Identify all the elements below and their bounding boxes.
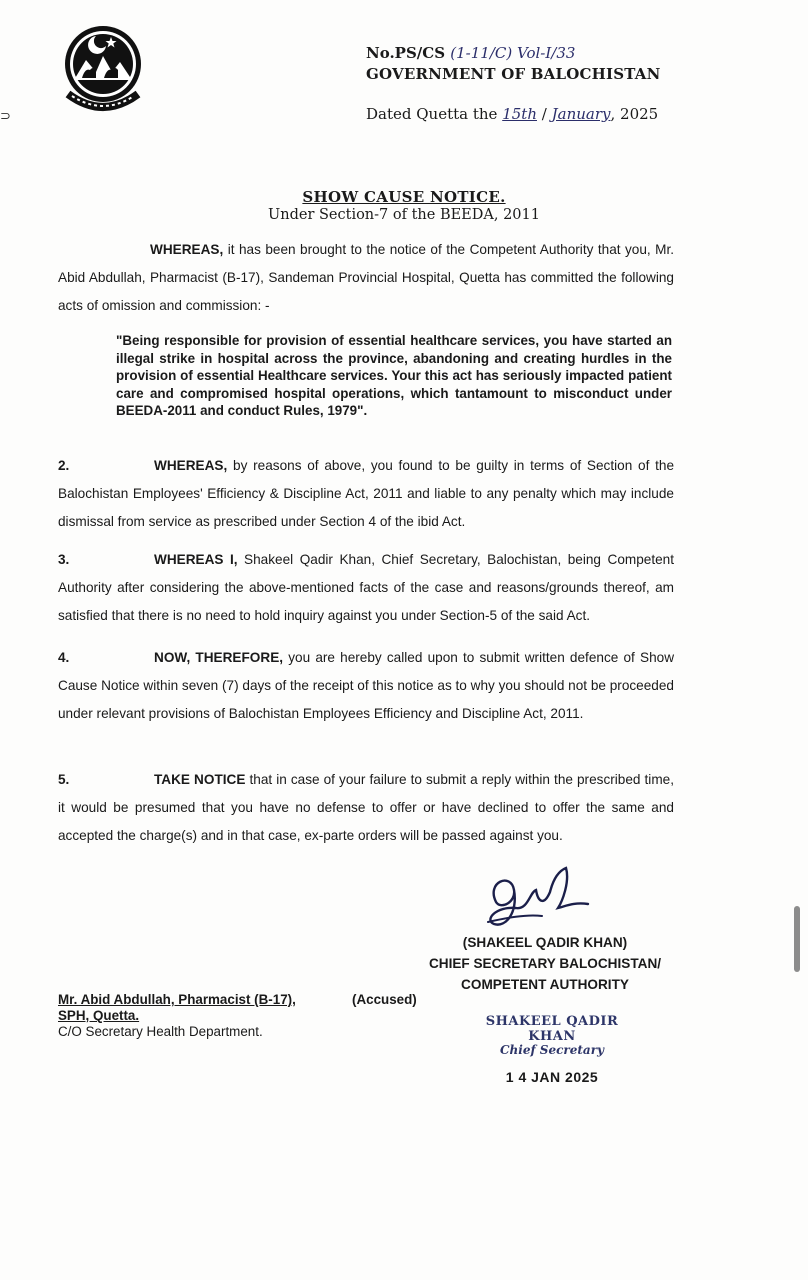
reference-handwritten: (1-11/C) Vol-I/33 bbox=[450, 44, 576, 62]
stamp-name: SHAKEEL QADIR KHAN bbox=[485, 1014, 619, 1044]
paragraph-3-text: Shakeel Qadir Khan, Chief Secretary, Balochistan, being Competent Authority after considering the above-mentioned facts of the case and reasons/grounds thereof, am satisfied that there is no need to hold inquiry against you under Section-5 of the said Act. bbox=[58, 552, 674, 623]
paragraph-5-number: 5. bbox=[58, 772, 70, 787]
paragraph-2-lead: WHEREAS, bbox=[154, 458, 228, 473]
addressee-care-of: C/O Secretary Health Department. bbox=[58, 1024, 263, 1039]
addressee-place: SPH, Quetta. bbox=[58, 1008, 140, 1023]
paragraph-1-text: it has been brought to the notice of the Competent Authority that you, Mr. Abid Abdullah, Pharmacist (B-17), Sandeman Provincial Hospital, Quetta has committed the following acts of omission and commission: - bbox=[58, 242, 674, 313]
paragraph-2-text: by reasons of above, you found to be guilty in terms of Section of the Balochistan Employees' Efficiency & Discipline Act, 2011 and liable to any penalty which may include dismissal from service as prescribed under Section 4 of the ibid Act. bbox=[58, 458, 674, 529]
paragraph-3 bbox=[58, 546, 674, 630]
signatory-block bbox=[420, 932, 670, 995]
signatory-designation: CHIEF SECRETARY BALOCHISTAN/ bbox=[428, 956, 662, 971]
accused-label: (Accused) bbox=[352, 992, 417, 1007]
signatory-name: (SHAKEEL QADIR KHAN) bbox=[462, 935, 628, 950]
paragraph-1 bbox=[58, 236, 674, 320]
paragraph-1-lead: WHEREAS, bbox=[150, 242, 224, 257]
dated-month: January bbox=[551, 105, 611, 123]
stamp-date: 1 4 JAN 2025 bbox=[505, 1069, 599, 1085]
official-stamp bbox=[462, 1014, 642, 1085]
paragraph-5-lead: TAKE NOTICE bbox=[154, 772, 246, 787]
charge-quote: "Being responsible for provision of essential healthcare services, you have started an illegal strike in hospital across the province, abandoning and creating hurdles in the provision of essential Healthcare services. Your this act has seriously impacted patient care and compromised hospital operations, which tantamount to misconduct under BEEDA-2011 and conduct Rules, 1979". bbox=[116, 333, 672, 418]
dated-prefix: Dated Quetta the bbox=[366, 105, 498, 123]
notice-subtitle: Under Section-7 of the BEEDA, 2011 bbox=[268, 207, 540, 223]
paragraph-2 bbox=[58, 452, 674, 536]
addressee-block bbox=[58, 992, 296, 1040]
paragraph-3-number: 3. bbox=[58, 552, 70, 567]
signatory-authority: COMPETENT AUTHORITY bbox=[461, 977, 629, 992]
stamp-title: Chief Secretary bbox=[500, 1043, 604, 1057]
government-emblem-icon bbox=[56, 20, 150, 118]
reference-number bbox=[366, 44, 686, 64]
notice-heading bbox=[0, 188, 808, 223]
reference-prefix: No.PS/CS bbox=[366, 44, 446, 62]
paragraph-4-number: 4. bbox=[58, 650, 70, 665]
addressee-name: Mr. Abid Abdullah, Pharmacist (B-17), bbox=[58, 992, 296, 1007]
margin-mark: ⊃ bbox=[0, 108, 11, 123]
dated-day: 15th bbox=[502, 105, 537, 123]
date-line: Dated Quetta the 15th / January, 2025 bbox=[366, 105, 659, 123]
paragraph-4-lead: NOW, THEREFORE, bbox=[154, 650, 284, 665]
scrollbar-thumb[interactable] bbox=[794, 906, 800, 972]
paragraph-2-number: 2. bbox=[58, 458, 70, 473]
notice-title: SHOW CAUSE NOTICE. bbox=[302, 188, 506, 206]
paragraph-5-text: that in case of your failure to submit a reply within the prescribed time, it would be presumed that you have no defense to offer or have declined to offer the same and accepted the charge(s) and in that case, ex-parte orders will be passed against you. bbox=[58, 772, 674, 843]
paragraph-4-text: you are hereby called upon to submit written defence of Show Cause Notice within seven (7) days of the receipt of this notice as to why you should not be proceeded under relevant provisions of Balochistan Employees Efficiency and Discipline Act, 2011. bbox=[58, 650, 675, 721]
government-name: GOVERNMENT OF BALOCHISTAN bbox=[366, 65, 661, 83]
handwritten-signature-icon bbox=[466, 862, 616, 934]
paragraph-5 bbox=[58, 766, 674, 850]
paragraph-3-lead: WHEREAS I, bbox=[154, 552, 238, 567]
paragraph-4 bbox=[58, 644, 674, 728]
dated-year: 2025 bbox=[620, 105, 659, 123]
letter-header bbox=[366, 44, 686, 123]
